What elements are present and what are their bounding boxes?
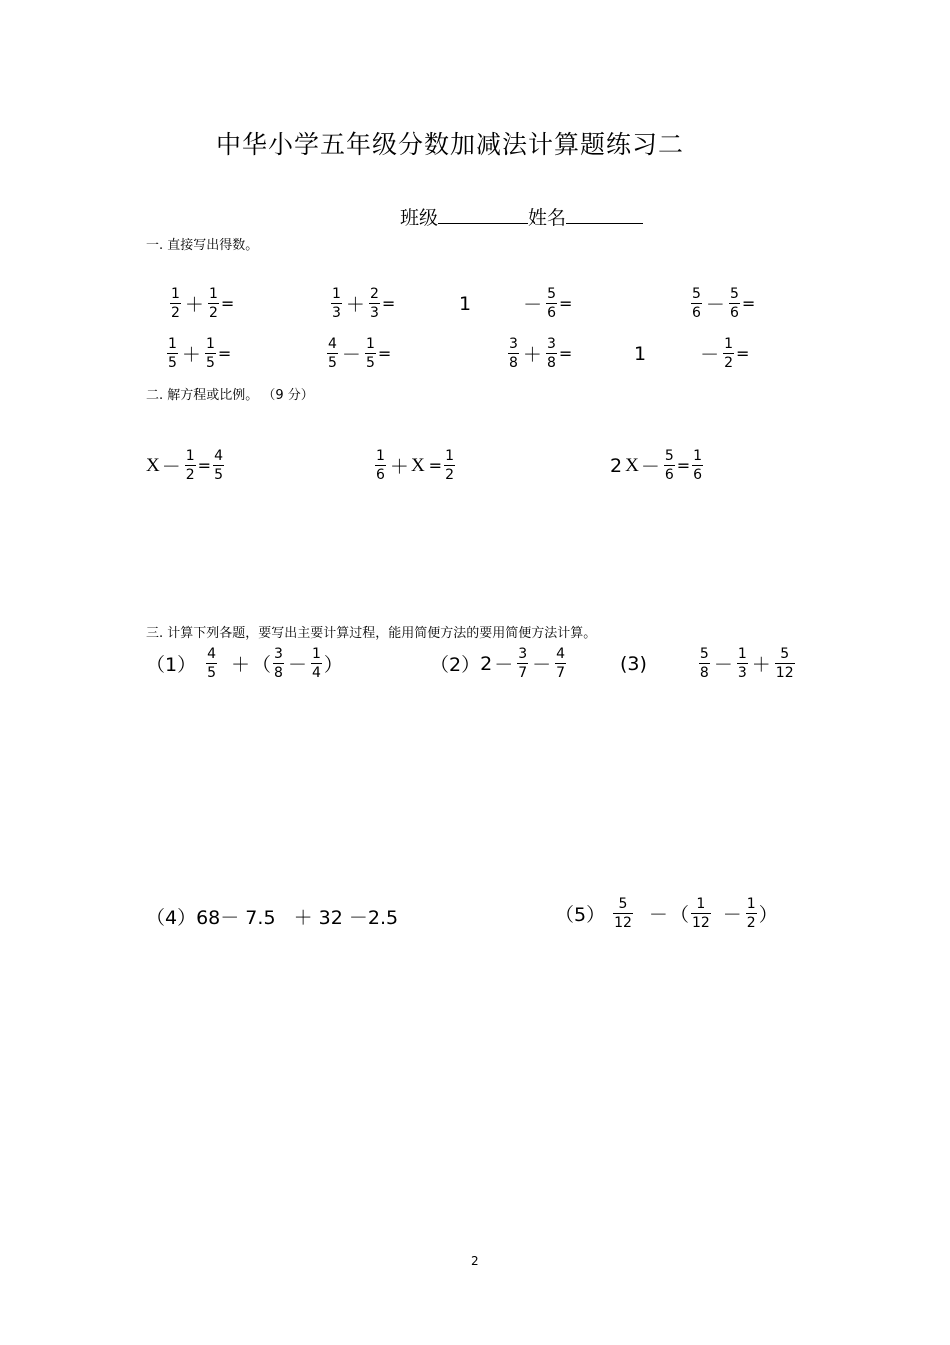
numerator: 2 [369,286,379,302]
page-title: 中华小学五年级分数加减法计算题练习二 [216,130,685,159]
fraction [167,336,178,371]
fraction [555,646,566,681]
denominator: 8 [274,665,283,681]
denominator: 12 [614,915,632,931]
denominator: 7 [518,665,528,681]
expression-token: X [410,454,425,476]
expression-token: = [197,456,212,475]
expression-token: （ [252,654,272,676]
expression-token: － [523,294,543,316]
expression-token: = [676,456,691,475]
denominator: 2 [185,467,195,483]
fraction [369,286,380,321]
expression-token: － [700,344,720,366]
section-1-heading: 一. 直接写出得数。 [146,238,259,253]
fraction [746,896,757,931]
denominator: 3 [369,305,379,321]
denominator: 6 [664,467,674,483]
class-name-line [400,203,643,230]
fraction [729,286,740,321]
fraction [208,286,219,321]
denominator: 8 [509,355,518,371]
numerator: 4 [214,448,223,464]
expression-token: － [722,904,742,926]
numerator: 1 [171,286,180,302]
section-3-heading: 三. 计算下列各题，要写出主要计算过程，能用简便方法的要用简便方法计算。 [146,626,597,641]
expression-token: 68－ 7.5 ＋ 32 －2.5 [196,907,399,929]
fraction [546,286,557,321]
denominator: 6 [376,467,385,483]
s2-item-3 [610,448,705,483]
expression-token: ＋ [751,654,771,676]
expression-token: = [736,344,750,363]
denominator: 4 [311,665,321,681]
expression-token: 2 [480,652,493,675]
denominator: 5 [365,355,375,371]
numerator: 4 [556,646,566,662]
fraction [691,896,711,931]
expression-token: （4） [146,907,197,929]
numerator: 1 [311,646,321,662]
expression-token: = [559,294,573,313]
numerator: 1 [332,286,341,302]
expression-token: = [220,294,235,313]
expression-token: ） [758,904,778,926]
expression-token: － [640,456,660,478]
expression-token: ＋ [184,294,204,316]
class-blank[interactable] [438,203,528,224]
fraction [327,336,338,371]
expression-token: （5） [555,904,606,926]
expression-token: ＋ [231,654,251,676]
s1-item-2 [329,286,395,321]
expression-token: ） [323,654,343,676]
name-blank[interactable] [566,203,643,224]
numerator: 1 [365,336,375,352]
fraction [205,336,216,371]
fraction [737,646,748,681]
fraction [692,448,703,483]
numerator: 1 [746,896,756,912]
class-label: 班级 [400,207,439,229]
denominator: 3 [737,665,747,681]
fraction [775,646,795,681]
numerator: 5 [692,286,701,302]
numerator: 5 [547,286,557,302]
expression-token: ＋ [181,344,201,366]
numerator: 5 [664,448,674,464]
expression-token: （1） [146,654,197,676]
numerator: 1 [168,336,177,352]
fraction [517,646,528,681]
s3-problem-4 [146,903,398,930]
numerator: 1 [724,336,734,352]
expression-token: － [713,654,733,676]
fraction [311,646,322,681]
numerator: 4 [328,336,337,352]
expression-token: （ [669,904,689,926]
expression-token: 2 [610,454,623,477]
s3-problem-3 [620,646,797,681]
fraction [508,336,519,371]
fraction [691,286,702,321]
denominator: 2 [445,467,454,483]
denominator: 5 [168,355,177,371]
numerator: 5 [699,646,709,662]
expression-token: = [377,344,392,363]
expression-token: ＋ [389,456,409,478]
s1-item-8 [634,336,749,371]
name-label: 姓名 [528,207,567,229]
denominator: 12 [775,665,794,681]
s1-item-4 [689,286,755,321]
numerator: 1 [737,646,747,662]
expression-token: X [146,454,160,476]
expression-token: 1 [459,292,472,315]
denominator: 7 [556,665,566,681]
expression-token: ＋ [522,344,542,366]
denominator: 2 [171,305,180,321]
numerator: 1 [445,448,454,464]
denominator: 5 [328,355,337,371]
numerator: 5 [618,896,628,912]
fraction [331,286,342,321]
numerator: 1 [376,448,385,464]
denominator: 5 [205,355,215,371]
denominator: 6 [692,305,701,321]
fraction [699,646,710,681]
expression-token: － [341,344,361,366]
fraction [273,646,284,681]
fraction [444,448,455,483]
expression-token: － [648,904,668,926]
numerator: 1 [185,448,195,464]
s1-item-7 [506,336,572,371]
numerator: 3 [274,646,283,662]
s1-item-1 [168,286,234,321]
expression-token: = [217,344,232,363]
fraction [206,646,217,681]
expression-token: = [428,456,443,475]
expression-token: （2） [430,654,481,676]
expression-token: = [558,344,573,363]
s2-item-1 [146,448,226,483]
expression-token: (3) [620,652,647,675]
expression-token: － [161,456,181,478]
denominator: 2 [724,355,734,371]
numerator: 3 [509,336,518,352]
expression-token: － [494,654,514,676]
expression-token: = [381,294,396,313]
numerator: 5 [729,286,739,302]
numerator: 5 [780,646,790,662]
denominator: 12 [691,915,710,931]
numerator: 4 [207,646,217,662]
expression-token: 1 [634,342,647,365]
denominator: 6 [693,467,703,483]
denominator: 3 [332,305,341,321]
fraction [723,336,734,371]
denominator: 5 [207,665,217,681]
s1-item-5 [165,336,231,371]
s2-item-2 [373,448,457,483]
denominator: 2 [208,305,218,321]
fraction [613,896,633,931]
denominator: 8 [699,665,709,681]
expression-token: － [532,654,552,676]
expression-token: － [287,654,307,676]
expression-token: ＋ [345,294,365,316]
fraction [365,336,376,371]
fraction [546,336,557,371]
fraction [213,448,224,483]
s3-problem-2 [430,646,568,681]
section-2-heading: 二. 解方程或比例。 （9 分） [146,388,314,403]
numerator: 1 [208,286,218,302]
numerator: 1 [693,448,703,464]
fraction [170,286,181,321]
numerator: 1 [205,336,215,352]
fraction [664,448,675,483]
expression-token: X [625,454,639,476]
expression-token: = [741,294,756,313]
page-number: 2 [471,1254,479,1268]
s1-item-6 [325,336,391,371]
denominator: 6 [547,305,557,321]
fraction [375,448,386,483]
expression-token: － [705,294,725,316]
numerator: 3 [518,646,528,662]
numerator: 1 [696,896,706,912]
s3-problem-1 [146,646,343,681]
denominator: 2 [746,915,756,931]
denominator: 5 [214,467,223,483]
s3-problem-5 [555,896,778,931]
denominator: 6 [729,305,739,321]
fraction [185,448,196,483]
denominator: 8 [546,355,556,371]
s1-item-3 [459,286,572,321]
numerator: 3 [546,336,556,352]
